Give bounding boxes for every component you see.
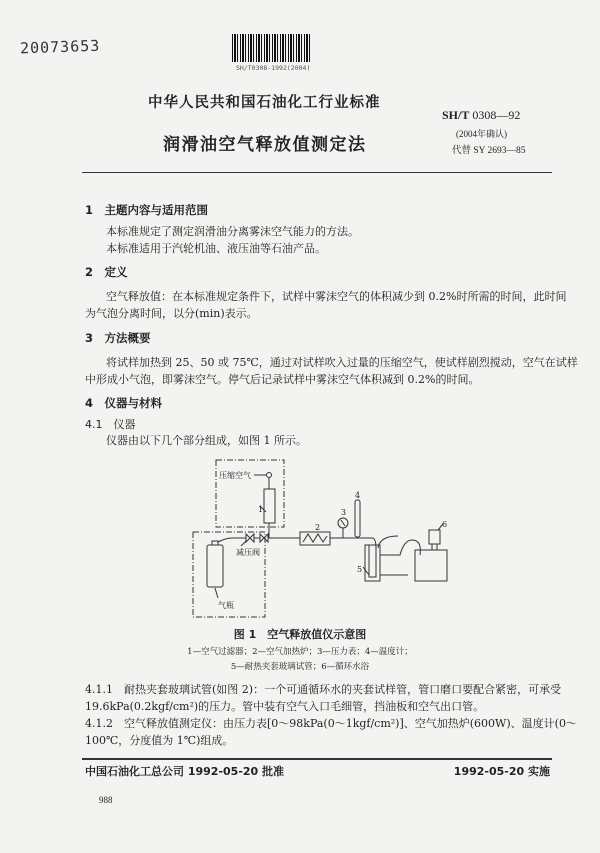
section-4-1-paragraph: 仪器由以下几个部分组成，如图 1 所示。 (106, 434, 307, 447)
air-inlet (267, 473, 272, 478)
jacketed-test-tube-5 (365, 545, 380, 581)
section-1-heading: 1 主题内容与适用范围 (85, 203, 209, 217)
section-4-heading: 4 仪器与材料 (85, 396, 163, 410)
serial-number: 20073653 (19, 36, 101, 58)
standard-code: 0308—92 (472, 108, 521, 122)
section-1-paragraph: 本标准规定了测定润滑油分离雾沫空气能力的方法。 (106, 225, 359, 238)
section-3-line: 将试样加热到 25、50 或 75℃，通过对试样吹入过量的压缩空气，使试样剧烈搅动，空气在试样 (106, 356, 578, 369)
barcode-text: SH/T0308-1992(2004) (236, 64, 311, 72)
figure-legend: 1—空气过滤器；2—空气加热炉；3—压力表；4—温度计； (187, 647, 413, 657)
figure-caption: 图 1 空气释放值仪示意图 (233, 628, 367, 641)
section-2-line: 为气泡分离时间，以分(min)表示。 (85, 307, 258, 320)
page-number: 988 (99, 795, 113, 805)
figure-legend: 5—耐热夹套玻璃试管；6—循环水浴 (230, 662, 370, 672)
clause-4-1-1: 19.6kPa(0.2kgf/cm²)的压力。管中装有空气入口毛细管，挡油板和空气出口管。 (85, 700, 485, 713)
industry-title: 中华人民共和国石油化工行业标准 (148, 95, 381, 111)
confirmed-year: (2004年确认) (456, 129, 507, 139)
section-3-heading: 3 方法概要 (85, 331, 151, 345)
label-cylinder: 气瓶 (218, 601, 234, 610)
filter-1 (264, 489, 275, 523)
label-3: 3 (341, 508, 347, 517)
section-3-line: 中形成小气泡，即雾沫空气。停气后记录试样中雾沫空气体积减到 0.2%的时间。 (85, 373, 480, 386)
label-5: 5 (357, 565, 363, 574)
gas-cylinder (207, 545, 223, 587)
label-6: 6 (442, 520, 448, 529)
label-compressed-air: 压缩空气 (219, 471, 251, 480)
label-2: 2 (315, 523, 321, 532)
section-1-paragraph: 本标准适用于汽轮机油、液压油等石油产品。 (106, 242, 326, 255)
footer-rule (82, 758, 552, 760)
document-title: 润滑油空气释放值测定法 (163, 135, 367, 155)
label-valve: 减压阀 (236, 548, 260, 557)
section-2-line: 空气释放值：在本标准规定条件下，试样中雾沫空气的体积减少到 0.2%时所需的时间，此时间 (106, 290, 567, 303)
replaces-standard: 代替 SY 2693—85 (452, 146, 526, 156)
section-4-1-heading: 4.1 仪器 (85, 418, 136, 431)
thermometer-4 (355, 500, 360, 537)
circulator-pump (429, 530, 440, 544)
clause-4-1-2: 4.1.2 空气释放值测定仪：由压力表[0～98kPa(0～1kgf/cm²)]、空气加热炉(600W)、温度计(0～ (85, 717, 577, 730)
standard-prefix: SH/T (442, 108, 470, 122)
clause-4-1-2: 100℃，分度值为 1℃)组成。 (85, 734, 234, 747)
effective-note: 1992-05-20 实施 (453, 765, 550, 778)
approval-note: 中国石油化工总公司 1992-05-20 批准 (85, 765, 285, 778)
clause-4-1-1: 4.1.1 耐热夹套玻璃试管(如图 2)：一个可通循环水的夹套试样管，管口磨口要配合紧密，可承受 (85, 683, 562, 696)
label-1: 1 (258, 505, 264, 514)
label-4: 4 (355, 491, 361, 500)
section-2-heading: 2 定义 (85, 265, 128, 279)
